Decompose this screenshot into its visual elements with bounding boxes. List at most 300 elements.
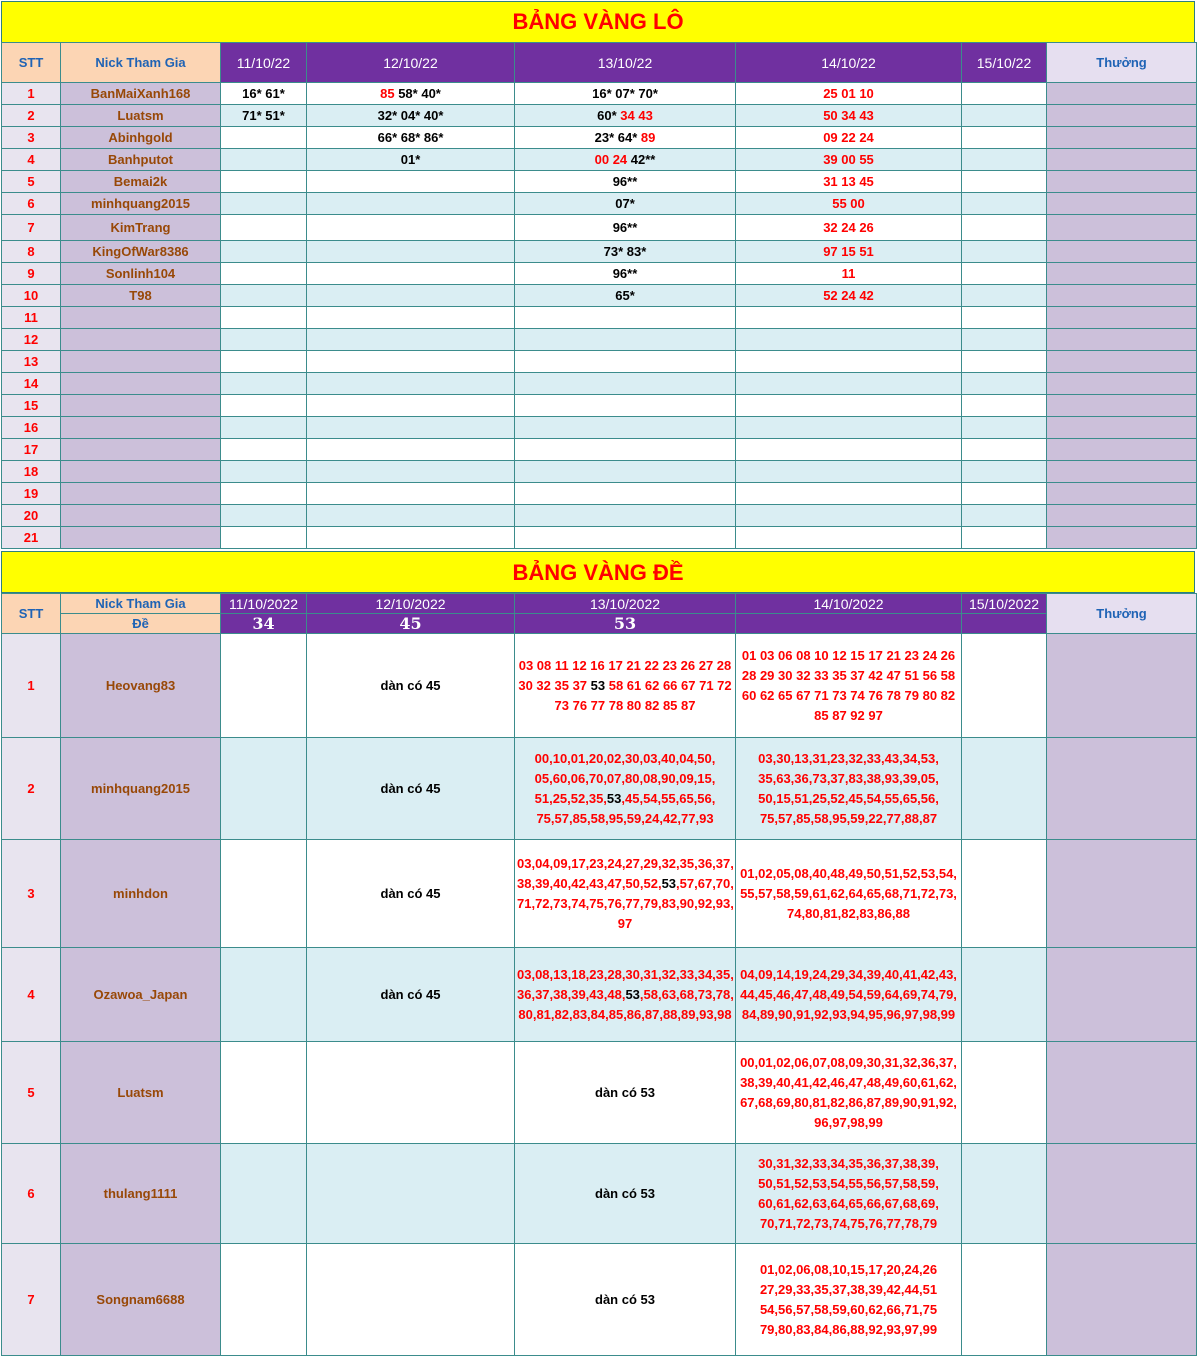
lo-table (1, 42, 1197, 549)
row-nick (61, 351, 221, 373)
row-reward (1047, 241, 1197, 263)
lo-day-cell (515, 263, 736, 285)
row-nick: KimTrang (61, 215, 221, 241)
row-stt: 12 (2, 329, 61, 351)
row-stt: 1 (2, 83, 61, 105)
lo-day-cell (221, 127, 307, 149)
lo-header-nick: Nick Tham Gia (61, 43, 221, 83)
lo-day-cell (515, 395, 736, 417)
lo-day-cell (515, 149, 736, 171)
lo-table-row (2, 505, 1197, 527)
lo-day-cell (962, 285, 1047, 307)
cell-text: 03,04,09,17,23,24,27,29,32,35,36,37, 38,39,40,42,43,47,50,52, (517, 855, 734, 891)
cell-text: dàn có 53 (595, 1084, 655, 1100)
de-day-cell (962, 1244, 1047, 1356)
lo-day-cell (962, 307, 1047, 329)
lo-day-cell (736, 171, 962, 193)
row-stt: 6 (2, 1144, 61, 1244)
lo-day-cell (307, 193, 515, 215)
cell-text: ,45,54,55,65,56, 75,57,85,58,95,59,24,42,77,93 (536, 790, 716, 826)
lo-day-cell (962, 215, 1047, 241)
lo-day-cell (515, 105, 736, 127)
row-stt: 20 (2, 505, 61, 527)
lo-day-cell (736, 285, 962, 307)
de-day-cell (221, 948, 307, 1042)
de-day-cell (515, 1244, 736, 1356)
lo-day-cell (962, 149, 1047, 171)
lo-day-cell (221, 307, 307, 329)
de-day-cell (736, 1042, 962, 1144)
lo-title-banner (1, 1, 1195, 43)
row-nick: Luatsm (61, 1042, 221, 1144)
de-header-de-label: Đề (61, 614, 221, 634)
lo-day-cell (515, 215, 736, 241)
lo-table-row (2, 527, 1197, 549)
lo-day-cell (221, 149, 307, 171)
row-reward (1047, 285, 1197, 307)
lo-table-row (2, 105, 1197, 127)
lo-day-cell (736, 149, 962, 171)
de-day-cell (962, 1144, 1047, 1244)
lo-day-cell (221, 439, 307, 461)
lo-day-cell (962, 127, 1047, 149)
de-day-cell (221, 1042, 307, 1144)
lo-table-row (2, 351, 1197, 373)
row-reward (1047, 351, 1197, 373)
row-nick: T98 (61, 285, 221, 307)
lo-day-cell (221, 483, 307, 505)
cell-text: 96** (612, 174, 638, 189)
lo-day-cell (515, 417, 736, 439)
row-stt: 17 (2, 439, 61, 461)
de-day-cell (736, 1244, 962, 1356)
row-reward (1047, 840, 1197, 948)
row-nick (61, 461, 221, 483)
row-reward (1047, 395, 1197, 417)
row-nick: Banhputot (61, 149, 221, 171)
de-day-cell (962, 634, 1047, 738)
lo-day-cell (307, 527, 515, 549)
de-day-cell (221, 840, 307, 948)
cell-text: 00,10,01,20,02,30,03,40,04,50, 05,60,06,70,07,80,08,90,09,15, 51,25,52,35, (534, 750, 716, 806)
lo-day-cell (515, 307, 736, 329)
lo-table-row (2, 241, 1197, 263)
lo-day-cell (307, 351, 515, 373)
row-stt: 9 (2, 263, 61, 285)
de-table (1, 593, 1197, 1356)
lo-table-row (2, 193, 1197, 215)
row-reward (1047, 417, 1197, 439)
lo-day-cell (515, 83, 736, 105)
row-reward (1047, 373, 1197, 395)
de-result-row (2, 614, 1197, 634)
row-reward (1047, 263, 1197, 285)
lo-day-cell (962, 241, 1047, 263)
de-day-cell (962, 1042, 1047, 1144)
de-day-cell (736, 738, 962, 840)
row-stt: 1 (2, 634, 61, 738)
lo-table-row (2, 83, 1197, 105)
lo-day-cell (962, 83, 1047, 105)
de-day-cell (736, 840, 962, 948)
cell-text: 97 15 51 (823, 244, 874, 259)
cell-text: 16* 61* (242, 86, 285, 101)
lo-day-cell (221, 241, 307, 263)
lo-header-row (2, 43, 1197, 83)
lo-day-cell (221, 105, 307, 127)
row-reward (1047, 105, 1197, 127)
de-table-row (2, 634, 1197, 738)
lo-day-cell (307, 263, 515, 285)
cell-text: 23* 64* (594, 130, 641, 145)
de-header-date-2: 12/10/2022 (307, 594, 515, 614)
de-day-cell (962, 738, 1047, 840)
cell-text: 50 34 43 (823, 108, 874, 123)
row-nick (61, 483, 221, 505)
row-nick (61, 527, 221, 549)
lo-day-cell (736, 193, 962, 215)
row-nick: Bemai2k (61, 171, 221, 193)
cell-text: 89 (640, 130, 656, 145)
lo-day-cell (515, 127, 736, 149)
row-reward (1047, 83, 1197, 105)
lo-title: BẢNG VÀNG LÔ (512, 9, 684, 34)
lo-day-cell (307, 395, 515, 417)
de-day-cell (221, 1144, 307, 1244)
de-day-cell (307, 1244, 515, 1356)
de-day-cell (307, 634, 515, 738)
row-nick (61, 307, 221, 329)
lo-day-cell (307, 171, 515, 193)
lo-day-cell (962, 171, 1047, 193)
cell-text: 34 43 (620, 108, 653, 123)
cell-text: ,58,63,68,73,78, 80,81,82,83,84,85,86,87,88,89,93,98 (518, 986, 734, 1022)
de-title: BẢNG VÀNG ĐỀ (512, 560, 684, 585)
lo-day-cell (307, 417, 515, 439)
lo-header-date-1: 11/10/22 (221, 43, 307, 83)
lo-header-reward: Thưởng (1047, 43, 1197, 83)
cell-text: 31 13 45 (823, 174, 874, 189)
cell-text: ,57,67,70, 71,72,73,74,75,76,77,79,83,90,92,93, 97 (517, 875, 734, 931)
lo-header-date-5: 15/10/22 (962, 43, 1047, 83)
lo-day-cell (962, 329, 1047, 351)
row-nick (61, 395, 221, 417)
lo-day-cell (307, 83, 515, 105)
lo-table-row (2, 127, 1197, 149)
lo-header-date-2: 12/10/22 (307, 43, 515, 83)
lo-day-cell (962, 395, 1047, 417)
row-stt: 18 (2, 461, 61, 483)
cell-text: 11 (841, 266, 856, 281)
lo-day-cell (221, 83, 307, 105)
row-stt: 7 (2, 215, 61, 241)
lo-day-cell (736, 505, 962, 527)
lo-day-cell (515, 505, 736, 527)
row-nick: thulang1111 (61, 1144, 221, 1244)
row-nick (61, 373, 221, 395)
de-table-row (2, 948, 1197, 1042)
lo-day-cell (307, 215, 515, 241)
row-stt: 4 (2, 948, 61, 1042)
lo-day-cell (736, 483, 962, 505)
lo-day-cell (515, 285, 736, 307)
de-table-row (2, 840, 1197, 948)
row-stt: 8 (2, 241, 61, 263)
row-nick (61, 505, 221, 527)
de-day-cell (307, 1042, 515, 1144)
de-header-reward: Thưởng (1047, 594, 1197, 634)
row-reward (1047, 1144, 1197, 1244)
cell-text: 03 08 11 12 16 17 21 22 23 26 27 28 30 32 35 37 (518, 657, 732, 693)
lo-day-cell (962, 105, 1047, 127)
row-reward (1047, 127, 1197, 149)
row-reward (1047, 527, 1197, 549)
row-reward (1047, 505, 1197, 527)
lo-day-cell (515, 241, 736, 263)
lo-table-row (2, 149, 1197, 171)
lo-day-cell (515, 461, 736, 483)
row-nick: Heovang83 (61, 634, 221, 738)
lo-day-cell (962, 483, 1047, 505)
de-result-2: 45 (307, 614, 515, 634)
lo-day-cell (307, 105, 515, 127)
de-table-row (2, 1244, 1197, 1356)
de-day-cell (515, 1042, 736, 1144)
lo-day-cell (962, 505, 1047, 527)
cell-text: 25 01 10 (823, 86, 874, 101)
cell-text: 85 (380, 86, 399, 101)
cell-text: 30,31,32,33,34,35,36,37,38,39, 50,51,52,53,54,55,56,57,58,59, 60,61,62,63,64,65,66,67,68,69, 70,71,72,73,74,75,76,77,78,79 (758, 1155, 939, 1231)
row-nick: KingOfWar8386 (61, 241, 221, 263)
lo-day-cell (736, 241, 962, 263)
row-nick: minhdon (61, 840, 221, 948)
row-reward (1047, 483, 1197, 505)
de-result-3: 53 (515, 614, 736, 634)
cell-text: 00,01,02,06,07,08,09,30,31,32,36,37, 38,39,40,41,42,46,47,48,49,60,61,62, 67,68,69,80,81,82,86,87,89,90,91,92, 96,97,98,99 (740, 1054, 957, 1130)
de-day-cell (221, 738, 307, 840)
de-result-1: 34 (221, 614, 307, 634)
de-day-cell (307, 738, 515, 840)
lo-day-cell (307, 307, 515, 329)
lo-table-row (2, 417, 1197, 439)
de-day-cell (515, 840, 736, 948)
lo-day-cell (736, 461, 962, 483)
lo-table-row (2, 373, 1197, 395)
lo-day-cell (307, 149, 515, 171)
row-stt: 13 (2, 351, 61, 373)
lo-day-cell (307, 461, 515, 483)
row-stt: 14 (2, 373, 61, 395)
lo-day-cell (736, 329, 962, 351)
row-stt: 11 (2, 307, 61, 329)
lo-header-date-3: 13/10/22 (515, 43, 736, 83)
lo-day-cell (221, 193, 307, 215)
row-stt: 5 (2, 1042, 61, 1144)
row-stt: 6 (2, 193, 61, 215)
lo-day-cell (307, 127, 515, 149)
lo-header-stt: STT (2, 43, 61, 83)
de-header-row (2, 594, 1197, 614)
lo-day-cell (736, 215, 962, 241)
cell-text: 04,09,14,19,24,29,34,39,40,41,42,43, 44,45,46,47,48,49,54,59,64,69,74,79, 84,89,90,91,92,93,94,95,96,97,98,99 (740, 966, 957, 1022)
lo-day-cell (515, 171, 736, 193)
de-header-date-1: 11/10/2022 (221, 594, 307, 614)
row-stt: 3 (2, 840, 61, 948)
lo-day-cell (736, 307, 962, 329)
cell-text: dàn có 53 (595, 1291, 655, 1307)
lo-day-cell (221, 373, 307, 395)
lo-day-cell (515, 439, 736, 461)
de-day-cell (515, 948, 736, 1042)
de-day-cell (736, 634, 962, 738)
cell-text: 53 (625, 986, 640, 1002)
cell-text: 55 00 (832, 196, 865, 211)
lo-header-date-4: 14/10/22 (736, 43, 962, 83)
lo-day-cell (736, 263, 962, 285)
row-stt: 16 (2, 417, 61, 439)
cell-text: 09 22 24 (823, 130, 874, 145)
de-table-row (2, 1042, 1197, 1144)
lo-day-cell (221, 461, 307, 483)
row-stt: 4 (2, 149, 61, 171)
lo-table-row (2, 461, 1197, 483)
row-nick: Sonlinh104 (61, 263, 221, 285)
row-reward (1047, 193, 1197, 215)
lo-day-cell (515, 193, 736, 215)
cell-text: dàn có 53 (595, 1185, 655, 1201)
lo-day-cell (515, 329, 736, 351)
lo-day-cell (736, 395, 962, 417)
lo-day-cell (307, 241, 515, 263)
cell-text: 53 (606, 790, 622, 806)
cell-text: 00 24 (594, 152, 631, 167)
row-reward (1047, 329, 1197, 351)
lo-table-row (2, 307, 1197, 329)
row-stt: 3 (2, 127, 61, 149)
cell-text: 60* (597, 108, 621, 123)
cell-text: 03,08,13,18,23,28,30,31,32,33,34,35, 36,37,38,39,43,48, (517, 966, 734, 1002)
cell-text: 16* 07* 70* (592, 86, 658, 101)
cell-text: 32 24 26 (823, 220, 874, 235)
row-reward (1047, 439, 1197, 461)
cell-text: 71* 51* (242, 108, 285, 123)
lo-day-cell (515, 527, 736, 549)
row-reward (1047, 149, 1197, 171)
row-nick: Ozawoa_Japan (61, 948, 221, 1042)
lo-day-cell (515, 351, 736, 373)
lo-day-cell (962, 373, 1047, 395)
row-nick: minhquang2015 (61, 738, 221, 840)
cell-text: 07* (615, 196, 635, 211)
lo-day-cell (736, 373, 962, 395)
row-nick (61, 439, 221, 461)
cell-text: dàn có 45 (380, 885, 441, 901)
row-nick: Songnam6688 (61, 1244, 221, 1356)
cell-text: 58 61 62 66 67 71 72 73 76 77 78 80 82 85 87 (554, 677, 732, 713)
lo-day-cell (962, 461, 1047, 483)
lo-day-cell (221, 263, 307, 285)
row-reward (1047, 738, 1197, 840)
lo-table-row (2, 171, 1197, 193)
de-day-cell (307, 1144, 515, 1244)
row-reward (1047, 948, 1197, 1042)
row-stt: 5 (2, 171, 61, 193)
de-result-5 (962, 614, 1047, 634)
de-header-date-3: 13/10/2022 (515, 594, 736, 614)
lo-day-cell (307, 505, 515, 527)
row-stt: 19 (2, 483, 61, 505)
lo-day-cell (307, 373, 515, 395)
de-day-cell (515, 1144, 736, 1244)
lo-table-row (2, 215, 1197, 241)
lo-day-cell (221, 527, 307, 549)
row-reward (1047, 1244, 1197, 1356)
de-result-4 (736, 614, 962, 634)
lo-day-cell (307, 483, 515, 505)
lo-day-cell (221, 285, 307, 307)
de-day-cell (221, 634, 307, 738)
lo-table-row (2, 395, 1197, 417)
row-nick: Luatsm (61, 105, 221, 127)
cell-text: dàn có 45 (380, 780, 441, 796)
de-day-cell (962, 948, 1047, 1042)
lo-table-row (2, 285, 1197, 307)
de-table-row (2, 738, 1197, 840)
lo-day-cell (221, 329, 307, 351)
row-reward (1047, 171, 1197, 193)
lo-day-cell (736, 127, 962, 149)
de-day-cell (515, 634, 736, 738)
de-day-cell (736, 948, 962, 1042)
lo-day-cell (736, 105, 962, 127)
row-reward (1047, 461, 1197, 483)
lo-day-cell (221, 395, 307, 417)
row-stt: 7 (2, 1244, 61, 1356)
lo-table-row (2, 483, 1197, 505)
row-stt: 10 (2, 285, 61, 307)
de-header-nick: Nick Tham Gia (61, 594, 221, 614)
row-nick (61, 417, 221, 439)
lo-day-cell (962, 263, 1047, 285)
lo-day-cell (307, 439, 515, 461)
cell-text: 66* 68* 86* (377, 130, 444, 145)
row-stt: 2 (2, 738, 61, 840)
cell-text: 32* 04* 40* (377, 108, 444, 123)
lo-day-cell (962, 193, 1047, 215)
lo-day-cell (221, 417, 307, 439)
cell-text: 01* (400, 152, 421, 167)
lo-day-cell (962, 417, 1047, 439)
lo-day-cell (736, 439, 962, 461)
row-stt: 15 (2, 395, 61, 417)
row-stt: 2 (2, 105, 61, 127)
de-header-stt: STT (2, 594, 61, 634)
de-title-banner (1, 551, 1195, 593)
lo-day-cell (221, 351, 307, 373)
cell-text: 58* 40* (398, 86, 441, 101)
cell-text: dàn có 45 (380, 986, 441, 1002)
cell-text: 65* (615, 288, 635, 303)
row-nick (61, 329, 221, 351)
de-day-cell (736, 1144, 962, 1244)
cell-text: 52 24 42 (823, 288, 874, 303)
cell-text: 96** (612, 220, 638, 235)
row-reward (1047, 1042, 1197, 1144)
cell-text: 01,02,05,08,40,48,49,50,51,52,53,54, 55,57,58,59,61,62,64,65,68,71,72,73, 74,80,81,82,83,86,88 (740, 865, 957, 921)
lo-day-cell (515, 373, 736, 395)
de-day-cell (307, 948, 515, 1042)
lo-day-cell (221, 505, 307, 527)
